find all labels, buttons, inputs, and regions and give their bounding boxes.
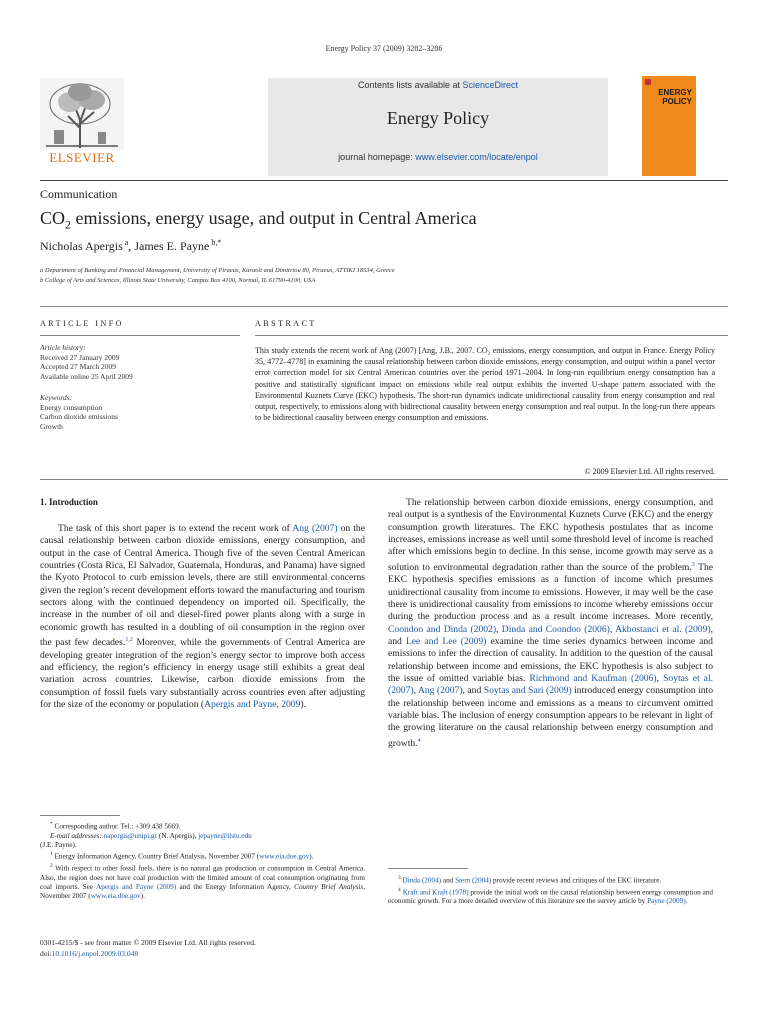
cover-title-line2: POLICY xyxy=(662,97,692,106)
article-info-heading: ARTICLE INFO xyxy=(40,319,124,328)
email-link[interactable]: napergis@unipi.gr xyxy=(103,831,158,840)
text: and the Energy Information Agency, xyxy=(176,882,295,891)
text: on the causal relationship between carbon dioxide emissions, energy consumption, and output in the case of Central America. Though five of the seven Central American countries (Costa Rica, El Salvador, Guatemala, Honduras, and Panama) have signed the Kyoto Protocol to curb emission levels, there are still environmental concerns given the region’s recent development efforts toward the manufacturing and tourism sectors along with the continued dependency on imported oil. Specifically, the increase in the number of oil and diesel-fired power plants along with a surge in economic growth has resulted in a doubling of oil consumption in the region over the past few decades. xyxy=(40,523,365,649)
abstract-heading: ABSTRACT xyxy=(255,319,317,328)
text: doi: xyxy=(40,948,52,958)
citation-link[interactable]: Apergis and Payne, 2009 xyxy=(204,699,301,710)
cover-logo-mark xyxy=(645,79,651,85)
footnote-rule xyxy=(388,868,468,869)
citation-link[interactable]: Soytas et al. (2007) xyxy=(388,673,714,697)
text: provide the initial work on the causal relationship between energy consumption and economic growth. For a more detailed overview of this literature see the survey article by xyxy=(388,888,713,906)
article-history xyxy=(40,343,240,382)
text: , xyxy=(413,685,418,697)
text: Moreover, while the governments of Central America are developing greater integration of the region’s energy sector to improve both access and efficiency, the region’s efficiency in energy usage still exhibits a great deal variation across countries. Likewise, carbon dioxide emissions from the consumption of fossil fuels vary substantially across countries even after adjusting for the size of the economy or population ( xyxy=(40,637,365,710)
citation-link[interactable]: Ang (2007) xyxy=(417,685,463,697)
text: Corresponding author. Tel.: +309 438 5669. xyxy=(52,822,181,831)
homepage-link[interactable]: www.elsevier.com/locate/enpol xyxy=(415,152,538,162)
author-separator: , xyxy=(128,239,135,253)
keyword: Carbon dioxide emissions xyxy=(40,412,118,422)
citation-link[interactable]: Coondoo and Dinda (2002) xyxy=(388,623,497,635)
text: E-mail addresses: xyxy=(50,831,102,840)
elsevier-wordmark: ELSEVIER xyxy=(49,150,115,165)
author-name[interactable]: Nicholas Apergis xyxy=(40,239,123,253)
text: . xyxy=(685,897,688,906)
article-type: Communication xyxy=(40,187,118,201)
author-affiliation-mark: a xyxy=(122,238,129,247)
text: The EKC hypothesis specifies emissions as a function of income which presumes unidirectional causality from income to emissions. However, it may well be the case there is unidirectional causality from emissions to income whereby emissions occur during the production process and as a result income increases. More recently, xyxy=(388,561,714,623)
contents-line xyxy=(268,80,608,90)
history-received: Received 27 January 2009 xyxy=(40,352,120,362)
citation-link[interactable]: Ang (2007) xyxy=(292,523,338,534)
doi-line xyxy=(40,949,370,960)
citation-link[interactable]: Stern (2004) xyxy=(455,876,492,885)
text: (N. Apergis), xyxy=(157,831,199,840)
text: examine the time series dynamics between income and emissions to infer the direction of causality. In addition to the question of the causal relationship between income and emissions, the EKC hypothesis is also subject to the issue of omitted variable bias. xyxy=(388,635,713,684)
citation-link[interactable]: Akbostanci et al. (2009) xyxy=(615,623,711,635)
footnotes-right xyxy=(388,874,713,907)
text: ). xyxy=(309,852,314,861)
abstract-text: This study extends the recent work of Ang (2007) [Ang, J.B., 2007. CO₂ emissions, energy consumption, and output in France. Energy Policy 35, 4772–4778] in examining the causal relationship between carbon dioxide emissions, energy consumption, and output within a panel vector error correction model for six Central American countries over the period 1971–2004. In long-run equilibrium energy consumption has a positive and statistically significant impact on emissions while real output exhibits the inverted U-shape pattern associated with the Environmental Kuznets Curve (EKC) hypothesis. The short-run dynamics indicate unidirectional causality from energy consumption and real output, respectively, to emissions along with bidirectional causality between energy consumption and real output. In the long-run there appears to be bidirectional causality between energy consumption and emissions. xyxy=(255,346,715,423)
author-name[interactable]: James E. Payne xyxy=(134,239,210,253)
footnotes-left xyxy=(40,820,365,902)
article-info-rule xyxy=(40,335,240,336)
elsevier-tree-logo xyxy=(40,78,124,150)
journal-citation: Energy Policy 37 (2009) 3282–3286 xyxy=(325,44,443,53)
footnote-ref[interactable]: 3 xyxy=(691,561,695,568)
author-list xyxy=(40,238,221,254)
section-heading-introduction: 1. Introduction xyxy=(40,497,98,507)
cover-title-line1: ENERGY xyxy=(658,88,692,97)
body-paragraph xyxy=(388,497,713,750)
text: provide recent reviews and critiques of the EKC literature. xyxy=(491,876,662,885)
citation-link[interactable]: Kraft and Kraft (1978) xyxy=(402,888,469,897)
text: (J.E. Payne). xyxy=(40,840,77,849)
body-rule xyxy=(40,479,728,480)
citation-link[interactable]: Dinda (2004) xyxy=(402,876,442,885)
footnote-corresponding xyxy=(40,820,365,832)
footnote-ref[interactable]: 1,2 xyxy=(125,637,133,644)
text: , and xyxy=(388,623,713,647)
text: , xyxy=(496,623,502,635)
footnote-mark: 3 xyxy=(398,875,401,881)
doi-link[interactable]: 10.1016/j.enpol.2009.03.048 xyxy=(51,948,139,958)
keywords xyxy=(40,393,240,432)
footnote-2 xyxy=(40,862,365,902)
url-link[interactable]: www.eia.doe.gov xyxy=(259,852,310,861)
footnote-mark: 1 xyxy=(50,851,53,858)
text: ). xyxy=(140,892,145,901)
citation-link[interactable]: Lee and Lee (2009) xyxy=(405,635,487,647)
citation-link[interactable]: Soytas and Sari (2009) xyxy=(483,685,572,697)
footnote-mark: 2 xyxy=(50,862,53,869)
text: Country Brief Analysis xyxy=(294,882,364,891)
text: Energy Information Agency, Country Brief Analysis, November 2007 ( xyxy=(52,852,260,861)
keywords-label: Keywords: xyxy=(40,393,73,402)
title-part: emissions, energy usage, and output in Central America xyxy=(71,208,477,228)
text: ). xyxy=(300,699,306,710)
text: With respect to other fossil fuels, there is no natural gas production or consumption in Central America. Also, the region does not have coal production with the limited amount of coal consumption originating from coal imports. See xyxy=(40,864,365,891)
footnote-1 xyxy=(40,850,365,862)
keyword: Energy consumption xyxy=(40,402,103,412)
journal-homepage xyxy=(268,152,608,162)
cover-title xyxy=(648,88,692,106)
footnote-ref[interactable]: 4 xyxy=(417,737,421,744)
title-rule xyxy=(40,306,728,307)
text: , xyxy=(609,623,616,635)
footnote-rule xyxy=(40,815,120,816)
front-matter xyxy=(40,938,370,959)
journal-title: Energy Policy xyxy=(386,108,490,128)
contents-prefix: Contents lists available at xyxy=(357,80,463,90)
citation-link[interactable]: Apergis and Payne (2009) xyxy=(96,882,177,891)
title-subscript: 2 xyxy=(65,217,72,232)
text: The task of this short paper is to extend the recent work of xyxy=(58,523,293,534)
text: The relationship between carbon dioxide emissions, energy consumption, and real output is a synthesis of the Environmental Kuznets Curve (EKC) and the energy consumption growth literatures. The EKC hypothesis postulates that as income increases, emissions increase as well until some threshold level of income is reached after which emissions begin to decline. In this sense, income growth may serve as a solution to environmental degradation rather than the source of the problem. xyxy=(388,497,713,573)
footnote-4 xyxy=(388,886,713,907)
text: , and xyxy=(462,685,484,697)
history-online: Available online 25 April 2009 xyxy=(40,372,133,382)
citation-link[interactable]: Dinda and Coondoo (2006) xyxy=(501,623,610,635)
text: introduced energy consumption into the relationship between income and emissions as a means to circumvent omitted variable bias. The inclusion of energy consumption appears to be relevant in light of the growing literature on the causal relationship between energy consumption and growth. xyxy=(388,685,713,749)
body-paragraph xyxy=(40,523,365,711)
email-link[interactable]: jepayne@ilstu.edu xyxy=(198,831,252,840)
citation-link[interactable]: Payne (2009) xyxy=(647,897,686,906)
history-label: Article history: xyxy=(40,343,86,352)
affiliation-a: a Department of Banking and Financial Management, University of Piraeus, Karaoli and Dimitriou 80, Piraeus, ATTIKI 18534, Greece xyxy=(40,267,395,274)
copyright-notice: © 2009 Elsevier Ltd. All rights reserved. xyxy=(584,467,715,476)
footnote-mark: 4 xyxy=(398,886,401,893)
affiliation-b: b College of Arts and Sciences, Illinois State University, Campus Box 4100, Normal, IL 61790-4100, USA xyxy=(40,277,316,284)
title-part: CO xyxy=(40,208,66,228)
keyword: Growth xyxy=(40,422,63,432)
citation-link[interactable]: Richmond and Kaufman (2006) xyxy=(529,673,657,684)
text: , xyxy=(656,673,664,684)
sciencedirect-link[interactable]: ScienceDirect xyxy=(462,80,519,90)
author-affiliation-mark: b,* xyxy=(209,238,222,247)
footnote-mark: * xyxy=(50,821,53,827)
url-link[interactable]: www.eia.doe.gov xyxy=(90,892,141,901)
article-title xyxy=(40,208,477,233)
abstract-rule xyxy=(255,335,728,336)
history-accepted: Accepted 27 March 2009 xyxy=(40,362,117,372)
footnote-emails xyxy=(40,832,365,851)
issn-line: 0301-4215/$ - see front matter © 2009 Elsevier Ltd. All rights reserved. xyxy=(40,938,256,947)
footnote-3 xyxy=(388,874,713,886)
homepage-prefix: journal homepage: xyxy=(338,152,416,162)
text: , November 2007 ( xyxy=(40,882,365,901)
header-rule xyxy=(40,180,728,181)
text: and xyxy=(441,876,456,885)
